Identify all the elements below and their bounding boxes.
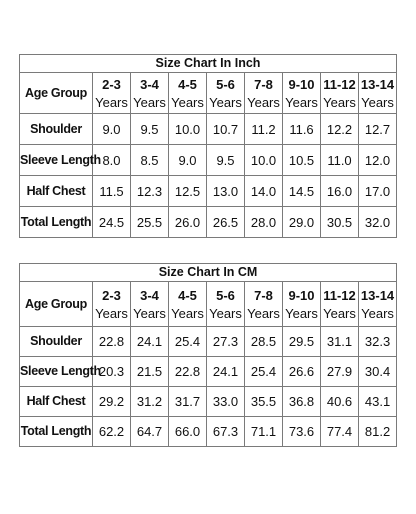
table-cell: 33.0	[207, 387, 245, 417]
row-label: Half Chest	[20, 176, 93, 207]
table-cell: 73.6	[283, 417, 321, 447]
table-row	[20, 114, 397, 145]
cm-col-header	[93, 282, 131, 327]
age-unit: Years	[95, 305, 128, 321]
table-cell: 13.0	[207, 176, 245, 207]
table-cell: 62.2	[93, 417, 131, 447]
table-cell: 20.3	[93, 357, 131, 387]
age-unit: Years	[247, 305, 280, 321]
cm-age-group-label: Age Group	[20, 282, 93, 327]
table-cell: 9.0	[169, 145, 207, 176]
table-cell: 24.5	[93, 207, 131, 238]
inch-col-header	[93, 73, 131, 114]
age-range: 2-3	[102, 76, 121, 92]
table-cell: 43.1	[359, 387, 397, 417]
table-cell: 11.6	[283, 114, 321, 145]
table-cell: 12.3	[131, 176, 169, 207]
table-cell: 21.5	[131, 357, 169, 387]
age-unit: Years	[95, 94, 128, 110]
row-label: Total Length	[20, 207, 93, 238]
cm-col-header	[207, 282, 245, 327]
cm-col-header	[131, 282, 169, 327]
age-unit: Years	[285, 94, 318, 110]
table-cell: 22.8	[169, 357, 207, 387]
table-cell: 71.1	[245, 417, 283, 447]
table-cell: 81.2	[359, 417, 397, 447]
age-unit: Years	[133, 94, 166, 110]
table-cell: 9.5	[131, 114, 169, 145]
age-unit: Years	[247, 94, 280, 110]
table-cell: 40.6	[321, 387, 359, 417]
age-unit: Years	[361, 305, 394, 321]
table-row	[20, 387, 397, 417]
age-range: 9-10	[288, 287, 315, 303]
table-cell: 28.5	[245, 327, 283, 357]
age-range: 4-5	[178, 76, 197, 92]
table-cell: 26.0	[169, 207, 207, 238]
row-label: Sleeve Length	[20, 357, 93, 387]
age-range: 5-6	[216, 287, 235, 303]
age-range: 11-12	[323, 287, 356, 303]
inch-col-header	[283, 73, 321, 114]
table-cell: 27.9	[321, 357, 359, 387]
table-row	[20, 327, 397, 357]
table-cell: 8.0	[93, 145, 131, 176]
table-cell: 22.8	[93, 327, 131, 357]
table-cell: 10.5	[283, 145, 321, 176]
age-unit: Years	[171, 94, 204, 110]
cm-col-header	[169, 282, 207, 327]
table-cell: 25.4	[169, 327, 207, 357]
row-label: Total Length	[20, 417, 93, 447]
age-unit: Years	[361, 94, 394, 110]
table-cell: 29.5	[283, 327, 321, 357]
cm-col-header	[359, 282, 397, 327]
table-cell: 9.5	[207, 145, 245, 176]
table-cell: 11.5	[93, 176, 131, 207]
table-cell: 32.0	[359, 207, 397, 238]
table-cell: 29.2	[93, 387, 131, 417]
table-cell: 9.0	[93, 114, 131, 145]
row-label: Shoulder	[20, 327, 93, 357]
cm-header-row	[20, 282, 397, 327]
table-cell: 16.0	[321, 176, 359, 207]
cm-col-header	[321, 282, 359, 327]
table-cell: 11.2	[245, 114, 283, 145]
table-cell: 28.0	[245, 207, 283, 238]
age-unit: Years	[323, 305, 356, 321]
age-range: 7-8	[254, 287, 273, 303]
inch-col-header	[359, 73, 397, 114]
table-cell: 10.7	[207, 114, 245, 145]
table-cell: 12.0	[359, 145, 397, 176]
table-cell: 26.6	[283, 357, 321, 387]
size-chart-inch-table	[19, 54, 397, 238]
table-cell: 31.1	[321, 327, 359, 357]
table-cell: 12.5	[169, 176, 207, 207]
table-cell: 36.8	[283, 387, 321, 417]
age-range: 13-14	[360, 76, 395, 92]
table-cell: 17.0	[359, 176, 397, 207]
inch-col-header	[169, 73, 207, 114]
size-chart-cm-table	[19, 263, 397, 447]
table-cell: 30.4	[359, 357, 397, 387]
inch-header-row	[20, 73, 397, 114]
inch-age-group-label: Age Group	[20, 73, 93, 114]
table-cell: 31.2	[131, 387, 169, 417]
row-label: Sleeve Length	[20, 145, 93, 176]
inch-col-header	[131, 73, 169, 114]
table-row	[20, 417, 397, 447]
table-cell: 10.0	[245, 145, 283, 176]
table-row	[20, 357, 397, 387]
age-range: 5-6	[216, 76, 235, 92]
table-cell: 25.5	[131, 207, 169, 238]
inch-chart-title: Size Chart In Inch	[20, 55, 397, 73]
table-cell: 77.4	[321, 417, 359, 447]
table-cell: 8.5	[131, 145, 169, 176]
table-cell: 24.1	[207, 357, 245, 387]
table-cell: 27.3	[207, 327, 245, 357]
age-unit: Years	[171, 305, 204, 321]
age-range: 7-8	[254, 76, 273, 92]
table-cell: 64.7	[131, 417, 169, 447]
table-cell: 25.4	[245, 357, 283, 387]
age-range: 3-4	[140, 76, 159, 92]
table-row	[20, 145, 397, 176]
table-cell: 31.7	[169, 387, 207, 417]
inch-col-header	[245, 73, 283, 114]
cm-col-header	[245, 282, 283, 327]
table-cell: 10.0	[169, 114, 207, 145]
cm-chart-title: Size Chart In CM	[20, 264, 397, 282]
age-unit: Years	[133, 305, 166, 321]
table-cell: 14.5	[283, 176, 321, 207]
age-range: 13-14	[360, 287, 395, 303]
table-cell: 30.5	[321, 207, 359, 238]
table-cell: 24.1	[131, 327, 169, 357]
row-label: Shoulder	[20, 114, 93, 145]
table-cell: 12.7	[359, 114, 397, 145]
table-cell: 11.0	[321, 145, 359, 176]
age-range: 2-3	[102, 287, 121, 303]
age-range: 3-4	[140, 287, 159, 303]
inch-col-header	[321, 73, 359, 114]
table-cell: 32.3	[359, 327, 397, 357]
age-unit: Years	[323, 94, 356, 110]
cm-col-header	[283, 282, 321, 327]
table-row	[20, 207, 397, 238]
table-cell: 26.5	[207, 207, 245, 238]
table-row	[20, 176, 397, 207]
table-cell: 35.5	[245, 387, 283, 417]
age-range: 9-10	[288, 76, 315, 92]
age-range: 11-12	[323, 76, 356, 92]
age-unit: Years	[209, 305, 242, 321]
table-cell: 29.0	[283, 207, 321, 238]
inch-col-header	[207, 73, 245, 114]
age-unit: Years	[209, 94, 242, 110]
table-cell: 66.0	[169, 417, 207, 447]
table-cell: 12.2	[321, 114, 359, 145]
table-cell: 67.3	[207, 417, 245, 447]
row-label: Half Chest	[20, 387, 93, 417]
age-unit: Years	[285, 305, 318, 321]
age-range: 4-5	[178, 287, 197, 303]
table-cell: 14.0	[245, 176, 283, 207]
